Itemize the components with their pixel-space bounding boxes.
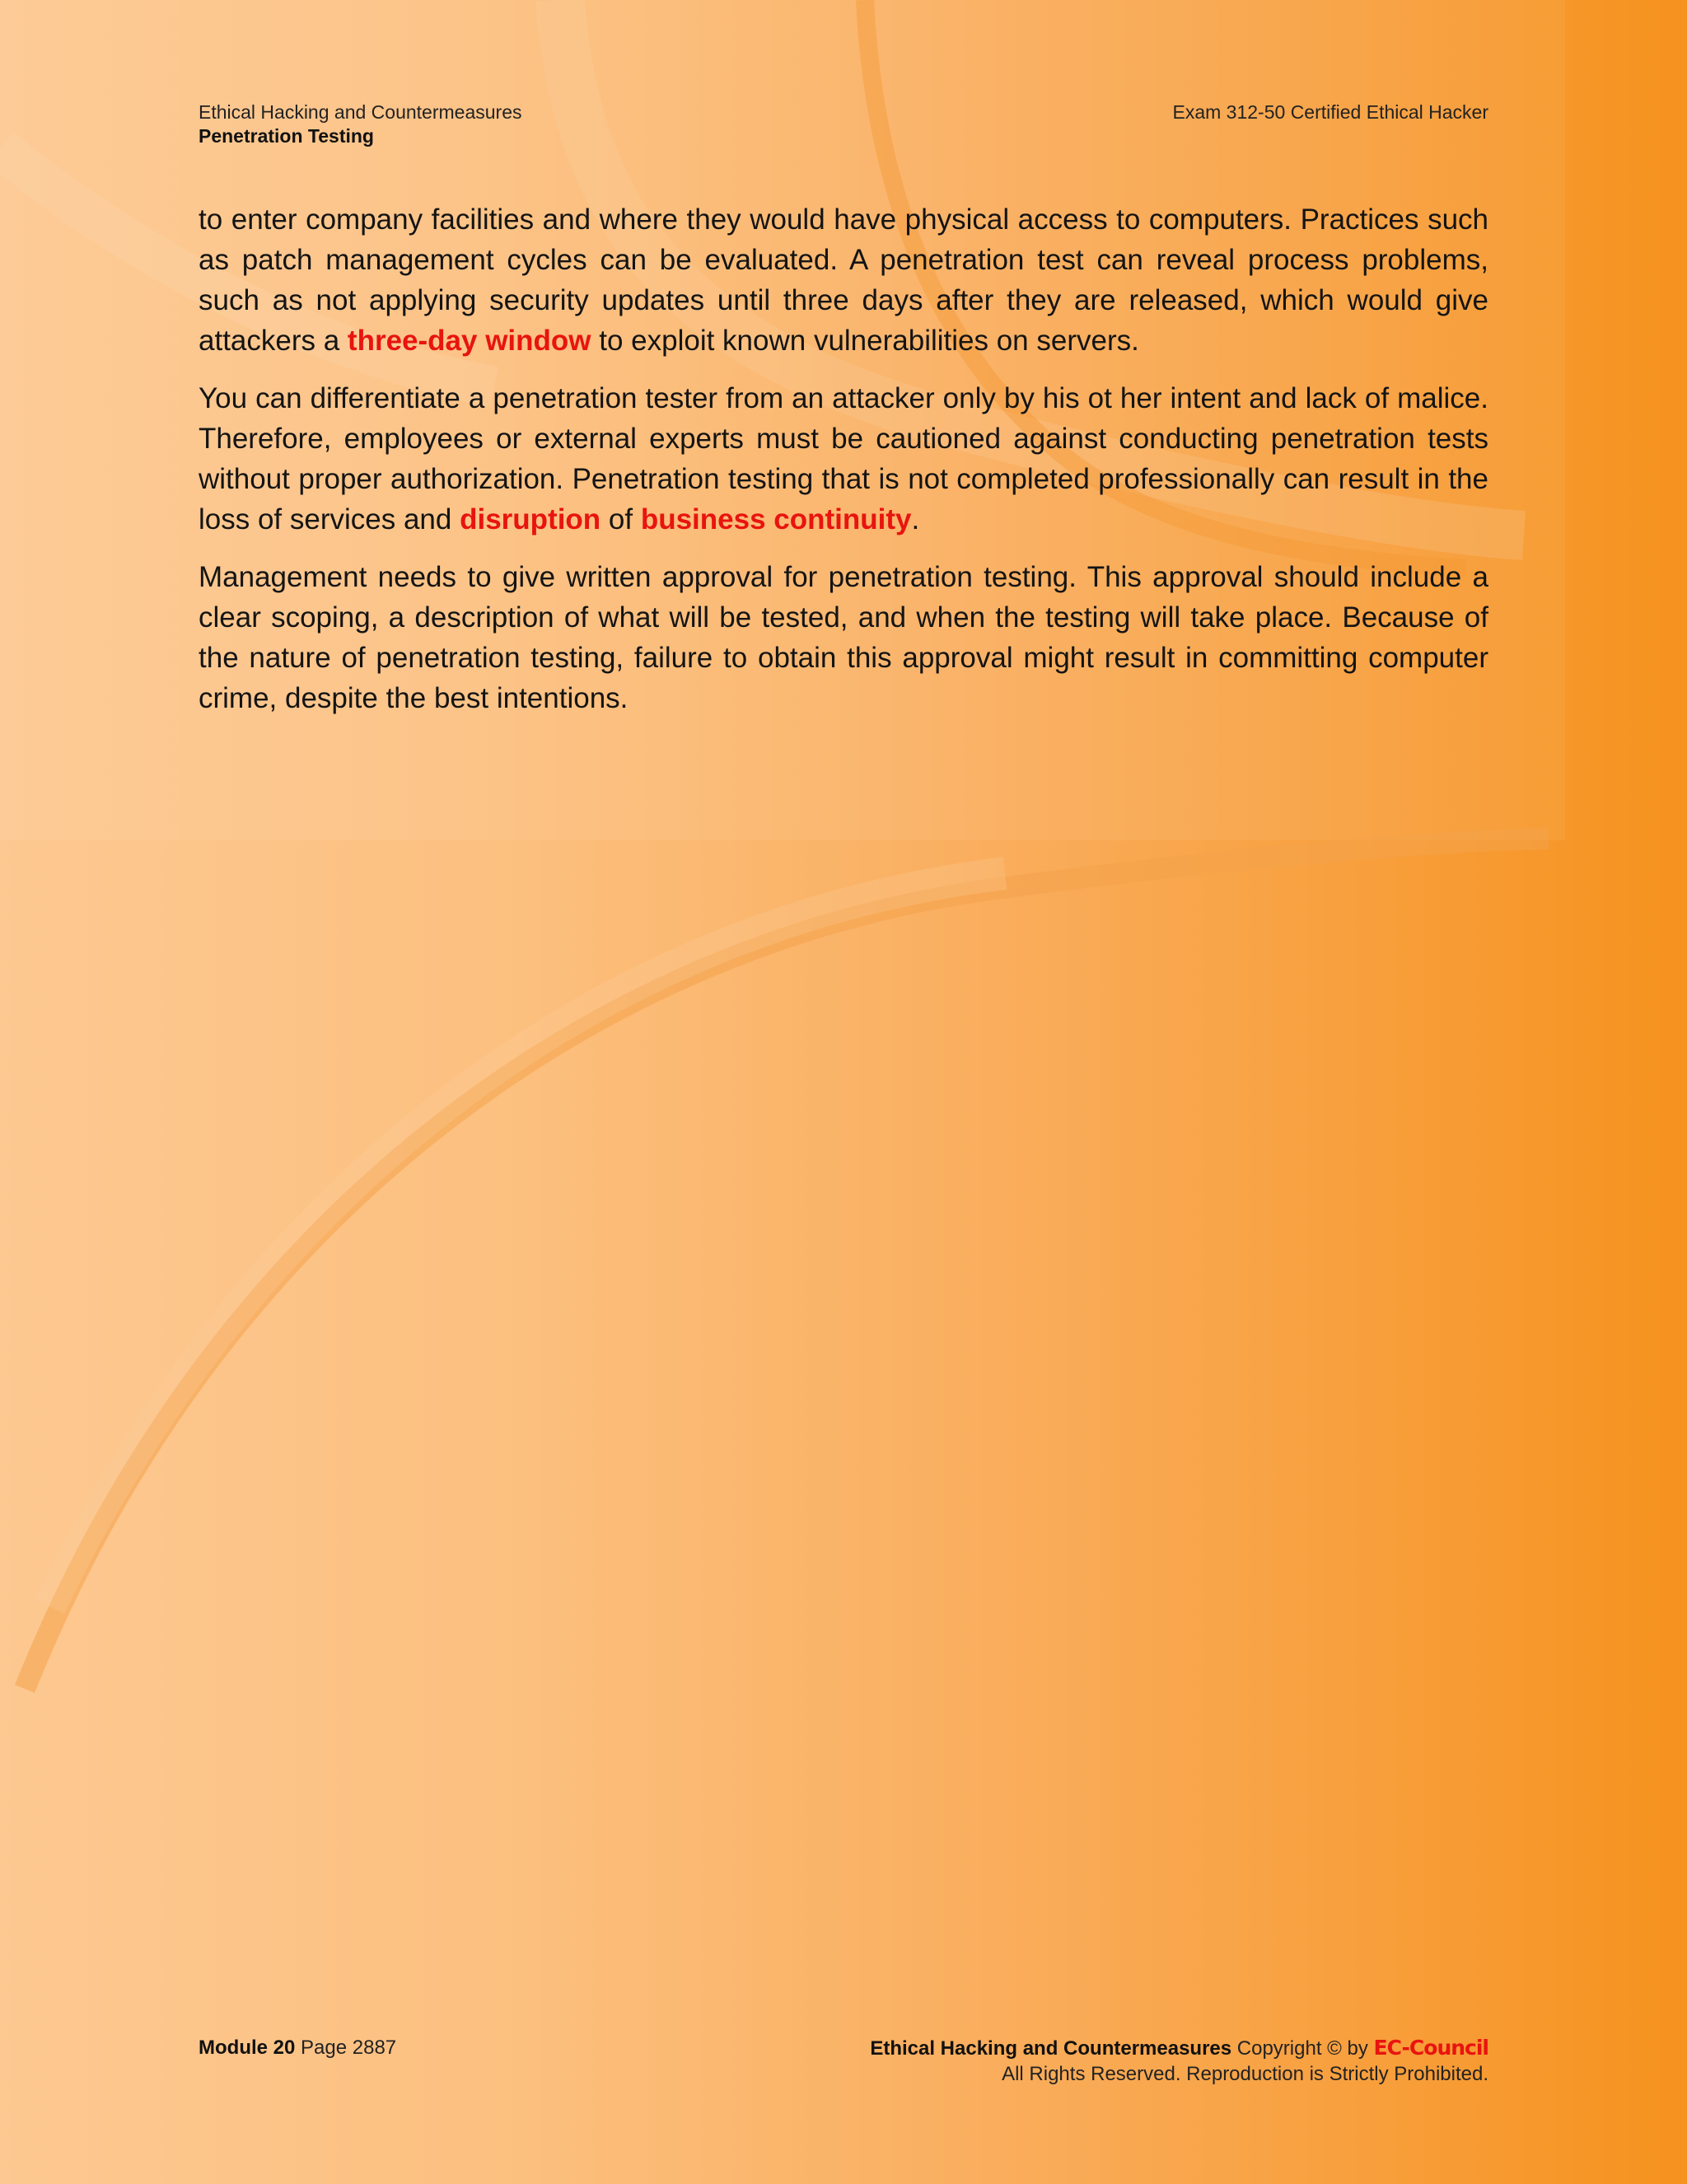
paragraph-1-text-b: to exploit known vulnerabilities on servers. — [591, 325, 1139, 357]
highlight-disruption: disruption — [460, 503, 601, 535]
paragraph-2-text-b: of — [600, 503, 641, 535]
module-title: Penetration Testing — [199, 125, 374, 147]
paragraph-2-text-c: . — [911, 503, 920, 535]
page-number: Page 2887 — [301, 2037, 397, 2059]
body-text — [199, 199, 1488, 736]
paragraph-2-text-a: You can differentiate a penetration tester from an attacker only by his ot her intent and lack of malice. Therefore, employees or external experts must be cautioned against conducting penetration tests without proper authorization. Penetration testing that is not completed professionally can result in the loss of services and — [199, 382, 1488, 535]
copyright-title: Ethical Hacking and Countermeasures — [870, 2037, 1232, 2060]
paragraph-2 — [199, 378, 1488, 540]
ec-council-logo: EC-Council — [1373, 2036, 1488, 2060]
paragraph-3 — [199, 557, 1488, 718]
page-footer-left — [199, 2035, 396, 2060]
highlight-three-day-window: three-day window — [347, 325, 591, 357]
highlight-business-continuity: business continuity — [640, 503, 912, 535]
page-footer-right — [870, 2035, 1488, 2087]
copyright-line — [870, 2035, 1488, 2061]
paragraph-1-text-a: to enter company facilities and where they would have physical access to computers. Practices such as patch management cycles can be evaluated. A penetration test can reveal process problems, such as not applying security updates until three days after they are released, which would give attackers a — [199, 203, 1488, 357]
course-title: Ethical Hacking and Countermeasures — [199, 101, 522, 123]
exam-title: Exam 312-50 Certified Ethical Hacker — [1172, 101, 1488, 123]
rights-notice: All Rights Reserved. Reproduction is Strictly Prohibited. — [1002, 2063, 1488, 2085]
module-number: Module 20 — [199, 2037, 296, 2059]
paragraph-1 — [199, 199, 1488, 361]
copyright-text: Copyright © by — [1236, 2037, 1368, 2060]
page-header-right — [1173, 101, 1489, 124]
paragraph-3-text: Management needs to give written approval for penetration testing. This approval should include a clear scoping, a description of what will be tested, and when the testing will take place. Because of the nature of penetration testing, failure to obtain this approval might result in committing computer crime, despite the best intentions. — [199, 561, 1488, 714]
page-header-left — [199, 101, 521, 148]
